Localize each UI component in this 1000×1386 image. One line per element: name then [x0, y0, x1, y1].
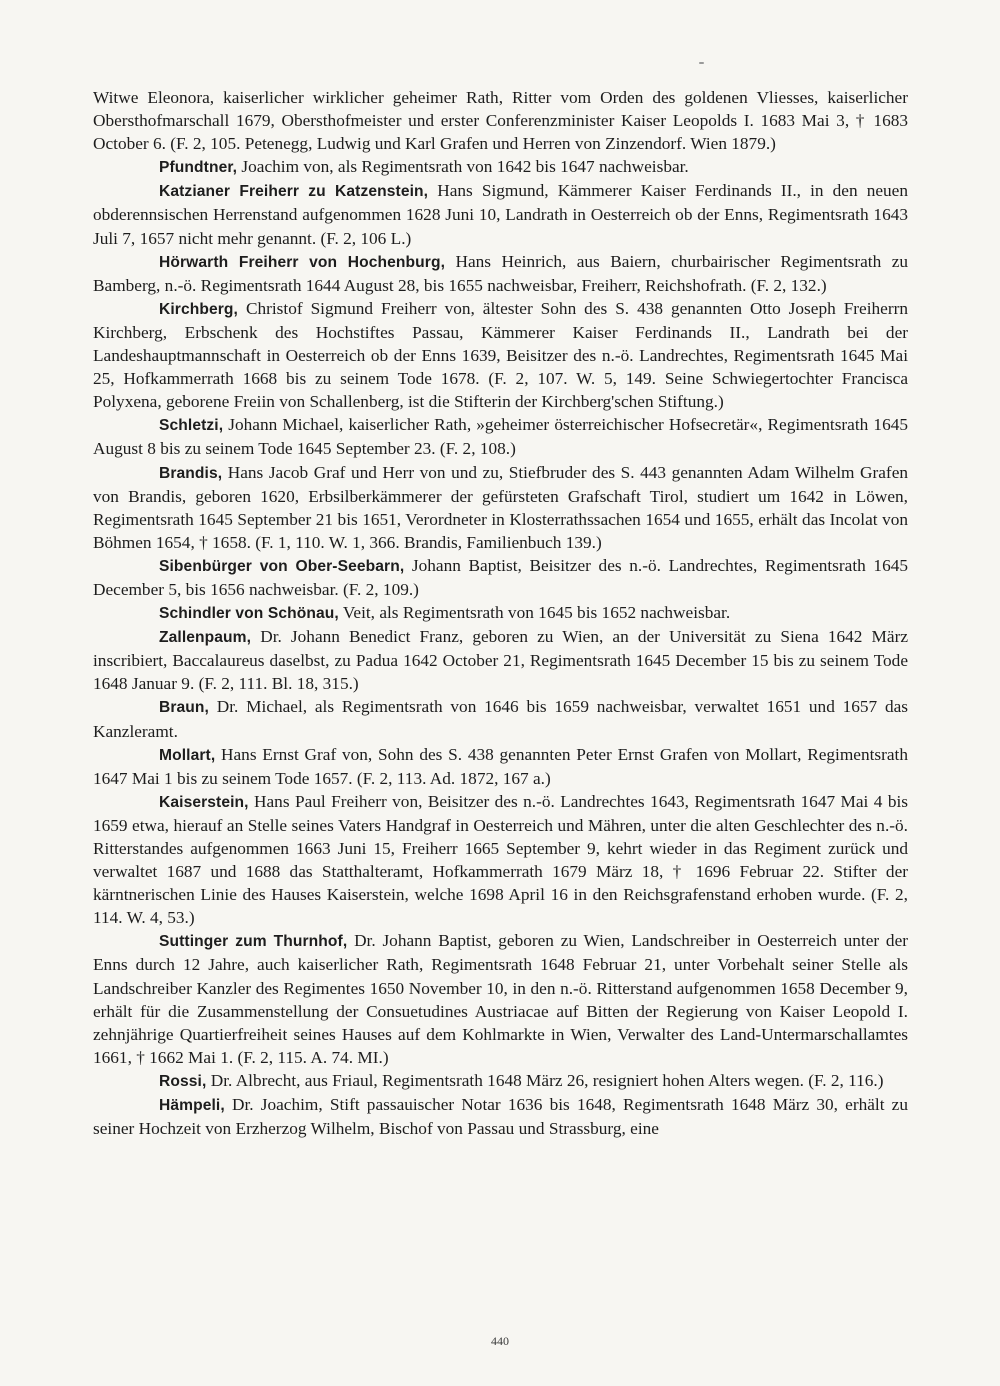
entry-schletzi [93, 413, 908, 460]
entry-rossi [93, 1069, 908, 1093]
entry-suttinger [93, 929, 908, 1069]
entry-text: Joachim von, als Regimentsrath von 1642 bis 1647 nachweisbar. [237, 157, 689, 177]
entry-text: Christof Sigmund Freiherr von, ältester Sohn des S. 438 genannten Otto Joseph Freiherrn Kirchberg, Erbschenk des Hochstiftes Passau, Kämmerer Kaiser Ferdinands II., Landrath bei der Landeshauptmannschaft in Oesterreich ob der Enns 1639, Beisitzer des n.-ö. Landrechtes, Regimentsrath 1645 Mai 25, Hofkammerrath 1668 bis zu seinem Tode 1678. (F. 2, 107. W. 5, 149. Seine Schwiegertochter Francisca Polyxena, geborene Freiin von Schallenberg, ist die Stifterin der Kirchberg'schen Stiftung.) [93, 298, 908, 412]
entry-zallenpaum [93, 625, 908, 695]
entry-name: Brandis, [159, 464, 223, 482]
entry-name: Pfundtner, [159, 159, 238, 177]
entry-name: Schletzi, [159, 417, 224, 435]
entry-text: Dr. Joachim, Stift passauischer Notar 1636 bis 1648, Regimentsrath 1648 März 30, erhält zu seiner Hochzeit von Erzherzog Wilhelm, Bischof von Passau und Strassburg, eine [93, 1095, 908, 1139]
page-text [93, 86, 908, 1140]
entry-text: Hans Sigmund, Kämmerer Kaiser Ferdinands II., in den neuen obderennsischen Herrenstand aufgenommen 1628 Juni 10, Landrath in Oesterreich ob der Enns, Regimentsrath 1643 Juli 7, 1657 nicht mehr genannt. (F. 2, 106 L.) [93, 181, 908, 248]
entry-brandis [93, 461, 908, 554]
entry-mollart [93, 743, 908, 790]
entry-text: Hans Jacob Graf und Herr von und zu, Stiefbruder des S. 443 genannten Adam Wilhelm Grafen von Brandis, geboren 1620, Erbsilberkämmerer der gefürsteten Grafschaft Tirol, studiert um 1642 in Löwen, Regimentsrath 1645 September 21 bis 1651, Verordneter in Klosterrathssachen 1654 und 1655, erhält das Incolat von Böhmen 1654, † 1658. (F. 1, 110. W. 1, 366. Brandis, Familienbuch 139.) [93, 462, 908, 552]
entry-kirchberg [93, 297, 908, 413]
entry-name: Katzianer Freiherr zu Katzenstein, [159, 183, 429, 201]
entry-text: Johann Baptist, Beisitzer des n.-ö. Landrechtes, Regimentsrath 1645 December 5, bis 1656 nachweisbar. (F. 2, 109.) [93, 555, 908, 599]
entry-name: Hörwarth Freiherr von Hochenburg, [159, 253, 446, 271]
entry-name: Braun, [159, 699, 209, 717]
entry-hoerwarth [93, 250, 908, 297]
entry-zinzendorf-continued [93, 86, 908, 155]
entry-name: Sibenbürger von Ober-Seebarn, [159, 557, 405, 575]
entry-name: Suttinger zum Thurnhof, [159, 933, 348, 951]
entry-text: Hans Ernst Graf von, Sohn des S. 438 genannten Peter Ernst Grafen von Mollart, Regimentsrath 1647 Mai 1 bis zu seinem Tode 1657. (F. 2, 113. Ad. 1872, 167 a.) [93, 744, 908, 788]
entry-text: Dr. Albrecht, aus Friaul, Regimentsrath 1648 März 26, resigniert hohen Alters wegen. (F. 2, 116.) [206, 1070, 884, 1090]
entry-name: Kirchberg, [159, 300, 238, 318]
entry-name: Hämpeli, [159, 1097, 225, 1115]
entry-pfundtner [93, 155, 908, 179]
entry-kaiserstein [93, 790, 908, 930]
entry-katzianer [93, 179, 908, 249]
entry-text: Veit, als Regimentsrath von 1645 bis 1652 nachweisbar. [338, 603, 731, 623]
entry-schindler [93, 601, 908, 625]
entry-name: Mollart, [159, 746, 216, 764]
speck-mark [699, 62, 704, 64]
entry-text: Dr. Johann Baptist, geboren zu Wien, Landschreiber in Oesterreich unter der Enns durch 12 Jahre, auch kaiserlicher Rath, Regimentsrath 1648 Februar 21, unter Vorbehalt seiner Stelle als Landschreiber Kanzler des Regimentes 1650 November 10, in den n.-ö. Ritterstand aufgenommen 1658 December 9, erhält für die Zusammenstellung der Consuetudines Austriacae auf Bitten der Regierung von Kaiser Leopold I. zehnjährige Quartierfreiheit seines Hauses auf dem Kohlmarkte in Wien, Verwalter des Land-Untermarschallamtes 1661, † 1662 Mai 1. (F. 2, 115. A. 74. MI.) [93, 931, 908, 1067]
page-number: 440 [491, 1334, 509, 1348]
entry-text: Witwe Eleonora, kaiserlicher wirklicher geheimer Rath, Ritter vom Orden des goldenen Vliesses, kaiserlicher Obersthofmarschall 1679, Obersthofmeister und erster Conferenzminister Kaiser Leopolds I. 1683 Mai 3, † 1683 October 6. (F. 2, 105. Petenegg, Ludwig und Karl Grafen und Herren von Zinzendorf. Wien 1879.) [93, 88, 908, 154]
entry-text: Dr. Johann Benedict Franz, geboren zu Wien, an der Universität zu Siena 1642 März inscribiert, Baccalaureus daselbst, zu Padua 1642 October 21, Regimentsrath 1645 December 15 bis zu seinem Tode 1648 Januar 9. (F. 2, 111. Bl. 18, 315.) [93, 627, 908, 694]
entry-name: Schindler von Schönau, [159, 605, 339, 623]
entry-name: Zallenpaum, [159, 629, 252, 647]
entry-text: Hans Heinrich, aus Baiern, churbairischer Regimentsrath zu Bamberg, n.-ö. Regimentsrath 1644 August 28, bis 1655 nachweisbar, Freiherr, Reichshofrath. (F. 2, 132.) [93, 251, 909, 295]
entry-haempeli [93, 1093, 908, 1140]
entry-text: Johann Michael, kaiserlicher Rath, »geheimer österreichischer Hofsecretär«, Regimentsrath 1645 August 8 bis zu seinem Tode 1645 September 23. (F. 2, 108.) [93, 415, 908, 459]
entry-sibenbuerger [93, 554, 908, 601]
entry-braun [93, 695, 908, 742]
entry-name: Rossi, [159, 1072, 207, 1090]
entry-name: Kaiserstein, [159, 793, 249, 811]
entry-text: Dr. Michael, als Regimentsrath von 1646 bis 1659 nachweisbar, verwaltet 1651 und 1657 das Kanzleramt. [93, 697, 908, 741]
entry-text: Hans Paul Freiherr von, Beisitzer des n.-ö. Landrechtes 1643, Regimentsrath 1647 Mai 4 bis 1659 etwa, hierauf an Stelle seines Vaters Handgraf in Oesterreich und Mähren, unter die alten Geschlechter des n.-ö. Ritterstandes aufgenommen 1663 Juni 15, Freiherr 1665 September 9, kehrt wieder in das Regiment zurück und verwaltet 1687 und 1688 das Statthalteramt, Hofkammerrath 1679 März 18, † 1696 Februar 22. Stifter der kärntnerischen Linie des Hauses Kaiserstein, welche 1698 April 16 in den Reichsgrafenstand erhoben wurde. (F. 2, 114. W. 4, 53.) [93, 791, 908, 928]
